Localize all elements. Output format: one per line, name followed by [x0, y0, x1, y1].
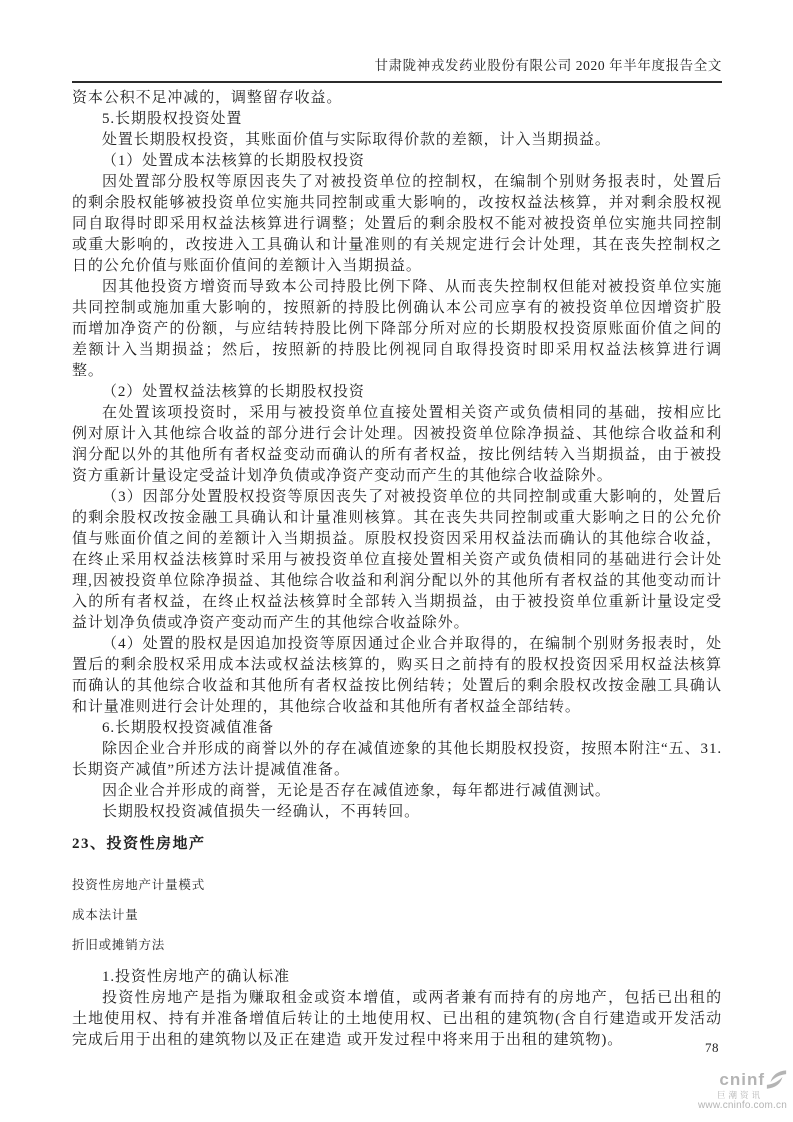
paragraph: 6.长期股权投资减值准备 — [102, 720, 275, 736]
page-header-title: 甘肃陇神戎发药业股份有限公司 2020 年半年度报告全文 — [72, 54, 722, 83]
cninfo-chinese-name: 巨潮资讯 — [716, 1089, 763, 1100]
paragraph: 处置长期股权投资，其账面价值与实际取得价款的差额，计入当期损益。 — [102, 132, 611, 148]
cninfo-logo-row — [698, 1069, 787, 1090]
paragraph: 资本公积不足冲减的，调整留存收益。 — [72, 90, 343, 106]
paragraph: （1）处置成本法核算的长期股权投资 — [102, 153, 365, 169]
cninfo-watermark — [698, 1069, 787, 1112]
paragraph: 1.投资性房地产的确认标准 — [102, 969, 290, 985]
paragraph: 因企业合并形成的商誉，无论是否存在减值迹象，每年都进行减值测试。 — [102, 783, 611, 799]
paragraph: 因处置部分股权等原因丧失了对被投资单位的控制权，在编制个别财务报表时，处置后的剩余股权能够被投资单位实施共同控制或重大影响的，改按权益法核算，并对剩余股权视同自取得时即采用权益法核算进行调整；处置后的剩余股权不能对被投资单位实施共同控制或重大影响的，改按进入工具确认和计量准则的有关规定进行会计处理，其在丧失控制权之日的公允价值与账面价值间的差额计入当期损益。 — [72, 174, 722, 274]
paragraph: 在处置该项投资时，采用与被投资单位直接处置相关资产或负债相同的基础，按相应比例对原计入其他综合收益的部分进行会计处理。因被投资单位除净损益、其他综合收益和利润分配以外的其他所有者权益变动而确认的所有者权益，按比例结转入当期损益，由于被投资方重新计量设定受益计划净负债或净资产变动而产生的其他综合收益除外。 — [72, 405, 722, 484]
measurement-label: 折旧或摊销方法 — [72, 938, 166, 952]
cninfo-url: www.cninfo.com.cn — [698, 1100, 787, 1111]
page-number: 78 — [705, 1040, 719, 1055]
paragraph: 除因企业合并形成的商誉以外的存在减值迹象的其他长期股权投资，按照本附注“五、31.长期资产减值”所述方法计提减值准备。 — [72, 741, 722, 778]
cninfo-logo-text: cninf — [719, 1069, 765, 1089]
document-body — [72, 88, 722, 1051]
paragraph: （3）因部分处置股权投资等原因丧失了对被投资单位的共同控制或重大影响的，处置后的剩余股权改按金融工具确认和计量准则核算。其在丧失共同控制或重大影响之日的公允价值与账面价值之间的差额计入当期损益。原股权投资因采用权益法而确认的其他综合收益，在终止采用权益法核算时采用与被投资单位直接处置相关资产或负债相同的基础进行会计处理,因被投资单位除净损益、其他综合收益和利润分配以外的其他所有者权益的其他变动而计入的所有者权益，在终止权益法核算时全部转入当期损益，由于被投资单位重新计量设定受益计划净负债或净资产变动而产生的其他综合收益除外。 — [72, 489, 722, 631]
paragraph: 因其他投资方增资而导致本公司持股比例下降、从而丧失控制权但能对被投资单位实施共同控制或施加重大影响的，按照新的持股比例确认本公司应享有的被投资单位因增资扩股而增加净资产的份额，与应结转持股比例下降部分所对应的长期股权投资原账面价值之间的差额计入当期损益；然后，按照新的持股比例视同自取得投资时即采用权益法核算进行调整。 — [72, 279, 722, 379]
paragraph: 长期股权投资减值损失一经确认，不再转回。 — [102, 804, 421, 820]
paragraph: 5.长期股权投资处置 — [102, 111, 243, 127]
paragraph: （4）处置的股权是因追加投资等原因通过企业合并取得的，在编制个别财务报表时，处置后的剩余股权采用成本法或权益法核算的，购买日之前持有的股权投资因采用权益法核算而确认的其他综合收益和其他所有者权益按比例结转；处置后的剩余股权改按金融工具确认和计量准则进行会计处理的，其他综合收益和其他所有者权益全部结转。 — [72, 636, 722, 715]
paragraph: 投资性房地产是指为赚取租金或资本增值，或两者兼有而持有的房地产，包括已出租的土地使用权、持有并准备增值后转让的土地使用权、已出租的建筑物(含自行建造或开发活动完成后用于出租的建筑物以及正在建造 或开发过程中将来用于出租的建筑物)。 — [72, 990, 722, 1048]
measurement-label: 投资性房地产计量模式 — [72, 878, 206, 892]
paragraph: （2）处置权益法核算的长期股权投资 — [102, 384, 365, 400]
measurement-label: 成本法计量 — [72, 908, 139, 922]
cninfo-swirl-icon — [766, 1069, 787, 1090]
section-heading: 23、投资性房地产 — [72, 836, 206, 852]
